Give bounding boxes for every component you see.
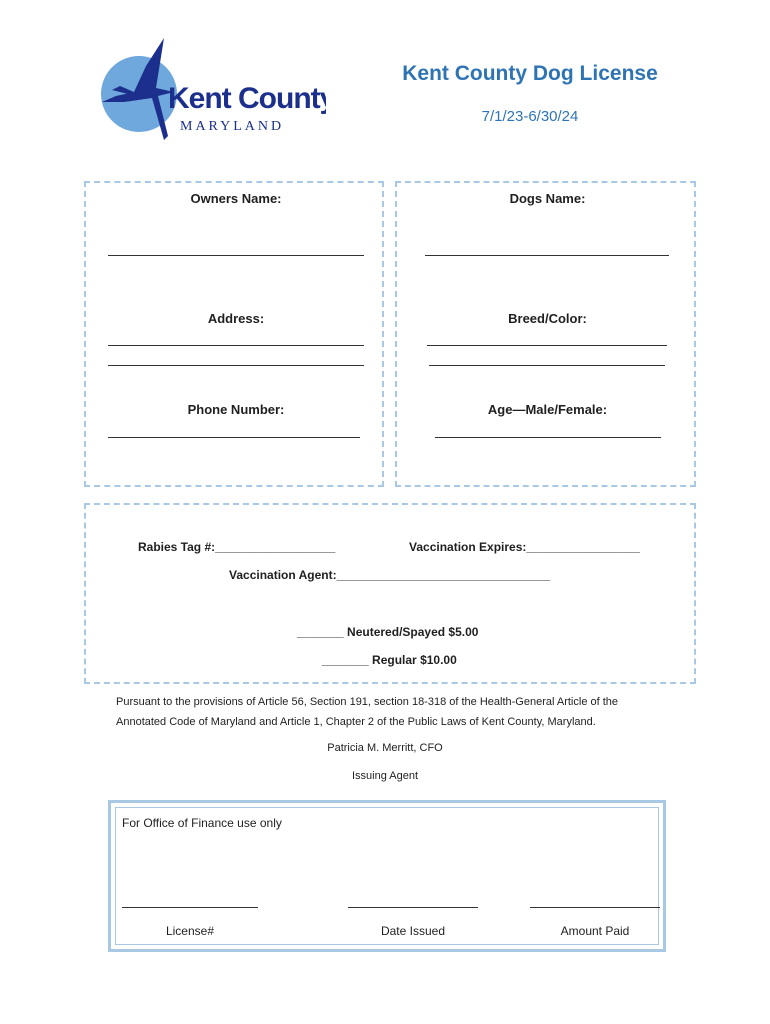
phone-number-field[interactable]: [108, 437, 360, 438]
owner-info-box: [84, 181, 384, 487]
vaccination-agent-field[interactable]: Vaccination Agent:________________________________: [229, 568, 551, 582]
legal-text-line1: Pursuant to the provisions of Article 56, Section 191, section 18-318 of the Health-General Article of the: [116, 696, 619, 708]
address-field-line1[interactable]: [108, 345, 364, 346]
breed-color-label: Breed/Color:: [508, 311, 587, 326]
date-issued-label: Date Issued: [380, 924, 446, 938]
amount-paid-label: Amount Paid: [560, 924, 630, 938]
dogs-name-label: Dogs Name:: [509, 191, 586, 206]
svg-text:MARYLAND: MARYLAND: [180, 119, 285, 134]
vaccination-expires-field[interactable]: Vaccination Expires:_________________: [409, 540, 640, 554]
date-issued-field[interactable]: [348, 907, 478, 908]
address-field-line2[interactable]: [108, 365, 364, 366]
office-use-box: [108, 800, 666, 952]
amount-paid-field[interactable]: [530, 907, 660, 908]
neutered-spayed-option[interactable]: _______ Neutered/Spayed $5.00: [297, 625, 479, 639]
heron-logo-icon: [94, 36, 326, 148]
legal-text-line2: Annotated Code of Maryland and Article 1, Chapter 2 of the Public Laws of Kent County, Maryland.: [116, 716, 596, 728]
age-sex-label: Age—Male/Female:: [487, 402, 608, 417]
breed-color-field-line1[interactable]: [427, 345, 667, 346]
address-label: Address:: [207, 311, 265, 326]
kent-county-logo: [94, 36, 326, 148]
page-title: Kent County Dog License: [402, 62, 658, 85]
signer-role: Issuing Agent: [351, 770, 419, 782]
svg-text:Kent County: Kent County: [168, 82, 326, 115]
owners-name-field[interactable]: [108, 255, 364, 256]
office-use-heading: For Office of Finance use only: [122, 816, 282, 830]
phone-number-label: Phone Number:: [187, 402, 285, 417]
age-sex-field[interactable]: [435, 437, 661, 438]
license-number-label: License#: [165, 924, 215, 938]
license-number-field[interactable]: [122, 907, 258, 908]
dog-info-box: [395, 181, 696, 487]
license-period: 7/1/23-6/30/24: [481, 108, 579, 125]
signer-name: Patricia M. Merritt, CFO: [327, 742, 443, 754]
breed-color-field-line2[interactable]: [429, 365, 665, 366]
regular-option[interactable]: _______ Regular $10.00: [322, 653, 457, 667]
dogs-name-field[interactable]: [425, 255, 669, 256]
rabies-tag-field[interactable]: Rabies Tag #:__________________: [138, 540, 336, 554]
vaccination-box: [84, 503, 696, 684]
owners-name-label: Owners Name:: [190, 191, 282, 206]
